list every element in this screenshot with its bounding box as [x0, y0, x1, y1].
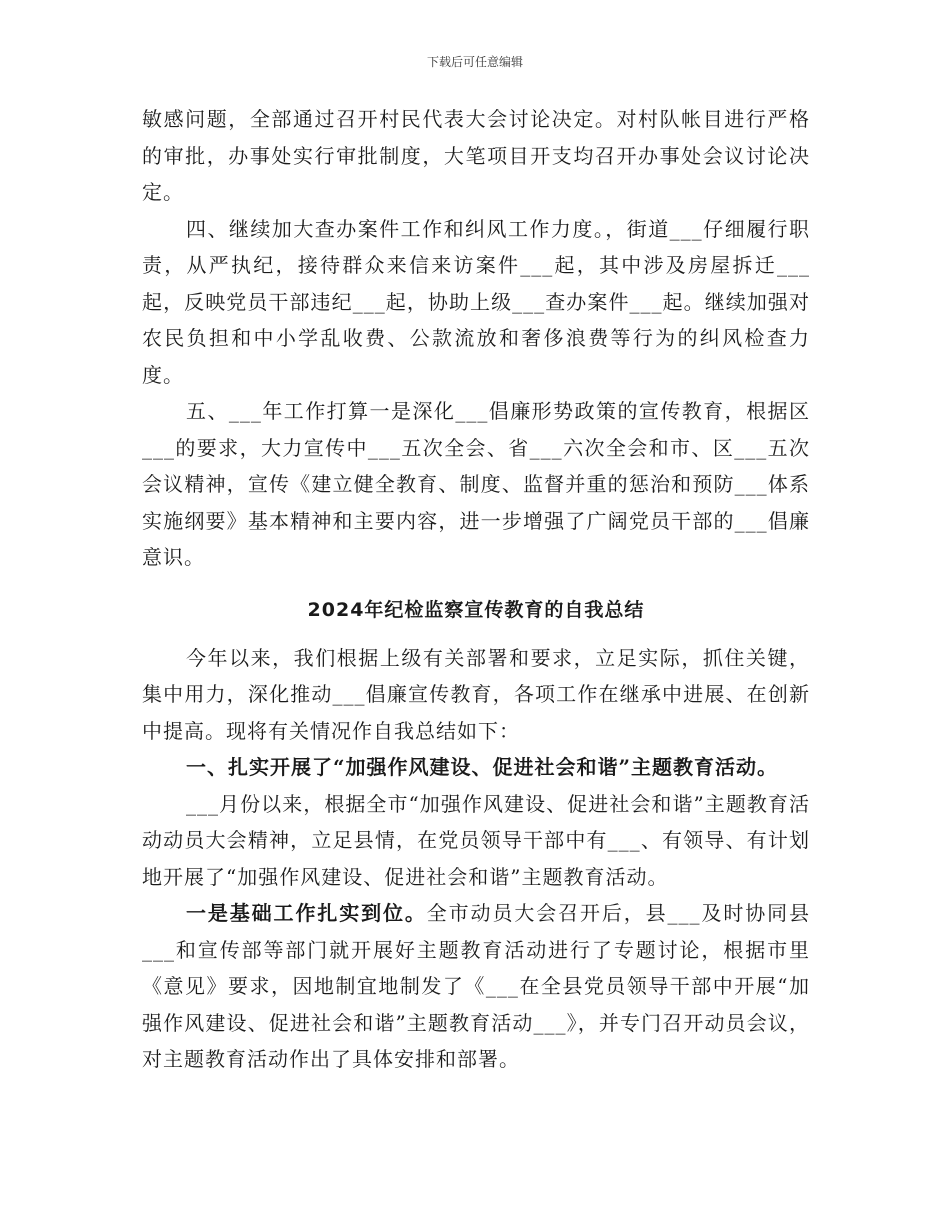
paragraph-lead-body: 全市动员大会召开后，县___及时协同县___和宣传部等部门就开展好主题教育活动进行了专题讨论，根据市里《意见》要求，因地制宜地制发了《___在全县党员领导干部中开展“加强作风建设、促进社会和谐”主题教育活动___》，并专门召开动员会议，对主题教育活动作出了具体安排和部署。 [142, 901, 811, 1071]
paragraph-item-four: 四、继续加大查办案件工作和纠风工作力度。，街道___仔细履行职责，从严执纪，接待群众来信来访案件___起，其中涉及房屋拆迁___起，反映党员干部违纪___起，协助上级___查办案件___起。继续加强对农民负担和中小学乱收费、公款流放和奢侈浪费等行为的纠风检查力度。 [142, 216, 810, 387]
document-body [142, 101, 810, 1078]
section-title: 2024年纪检监察宣传教育的自我总结 [307, 598, 645, 621]
paragraph-continuation: 敏感问题，全部通过召开村民代表大会讨论决定。对村队帐目进行严格的审批，办事处实行审批制度，大笔项目开支均召开办事处会议讨论决定。 [142, 107, 810, 204]
paragraph-activity: ___月份以来，根据全市“加强作风建设、促进社会和谐”主题教育活动动员大会精神，立足县情，在党员领导干部中有___、有领导、有计划地开展了“加强作风建设、促进社会和谐”主题教育活动。 [142, 791, 810, 889]
paragraph-foundation-work [142, 895, 810, 1078]
intro-paragraph: 今年以来，我们根据上级有关部署和要求，立足实际，抓住关键，集中用力，深化推动___倡廉宣传教育，各项工作在继承中进展、在创新中提高。现将有关情况作自我总结如下： [142, 645, 810, 743]
paragraph-lead-bold: 一是基础工作扎实到位。 [186, 901, 427, 925]
paragraph-item-five: 五、___年工作打算一是深化___倡廉形势政策的宣传教育，根据区___的要求，大力宣传中___五次全会、省___六次全会和市、区___五次会议精神，宣传《建立健全教育、制度、监督并重的惩治和预防___体系实施纲要》基本精神和主要内容，进一步增强了广阔党员干部的___倡廉意识。 [142, 399, 810, 569]
heading-one: 一、扎实开展了“加强作风建设、促进社会和谐”主题教育活动。 [186, 755, 779, 779]
page-header-note: 下载后可任意编辑 [426, 55, 523, 69]
